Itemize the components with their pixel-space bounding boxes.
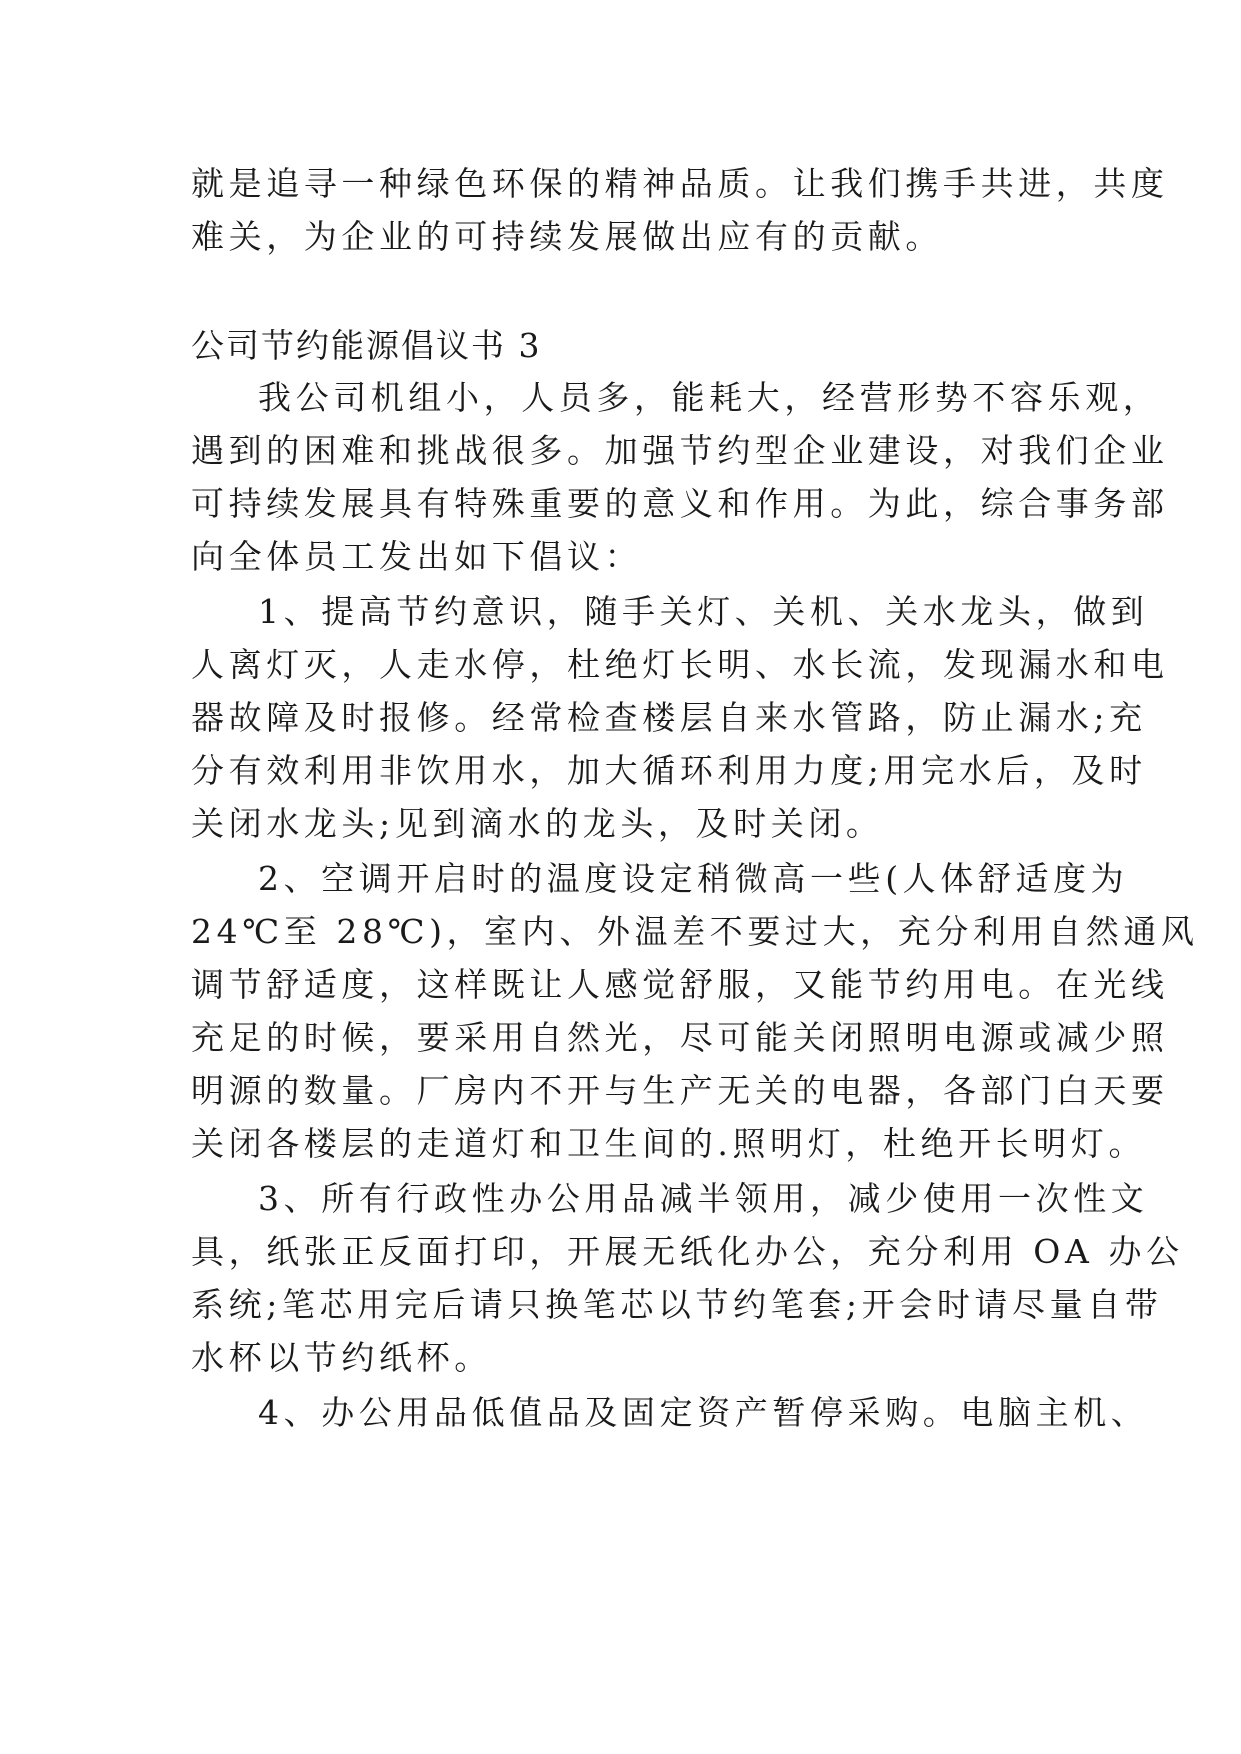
paragraph-2-line-4: 分有效利用非饮用水，加大循环利用力度;用完水后，及时: [191, 751, 1147, 790]
paragraph-3-line-2: 24℃至 28℃)，室内、外温差不要过大，充分利用自然通风: [191, 912, 1199, 951]
paragraph-3-line-5: 明源的数量。厂房内不开与生产无关的电器，各部门白天要: [191, 1071, 1169, 1110]
paragraph-3-line-1: 2、空调开启时的温度设定稍微高一些(人体舒适度为: [258, 859, 1129, 898]
paragraph-3-line-6: 关闭各楼层的走道灯和卫生间的.照明灯，杜绝开长明灯。: [191, 1124, 1147, 1163]
paragraph-4-line-3: 系统;笔芯用完后请只换笔芯以节约笔套;开会时请尽量自带: [191, 1285, 1163, 1324]
paragraph-1-line-4: 向全体员工发出如下倡议：: [191, 537, 643, 576]
paragraph-1-line-2: 遇到的困难和挑战很多。加强节约型企业建设，对我们企业: [191, 431, 1169, 470]
paragraph-4-line-1: 3、所有行政性办公用品减半领用，减少使用一次性文: [258, 1179, 1149, 1218]
paragraph-2-line-3: 器故障及时报修。经常检查楼层自来水管路，防止漏水;充: [191, 698, 1147, 737]
paragraph-5-line-1: 4、办公用品低值品及固定资产暂停采购。电脑主机、: [258, 1393, 1149, 1432]
paragraph-2-line-1: 1、提高节约意识，随手关灯、关机、关水龙头，做到: [258, 592, 1149, 631]
paragraph-3-line-4: 充足的时候，要采用自然光，尽可能关闭照明电源或减少照: [191, 1018, 1169, 1057]
paragraph-2-line-2: 人离灯灭，人走水停，杜绝灯长明、水长流，发现漏水和电: [191, 645, 1169, 684]
continuation-line-2: 难关，为企业的可持续发展做出应有的贡献。: [191, 217, 943, 256]
paragraph-4-line-4: 水杯以节约纸杯。: [191, 1338, 492, 1377]
paragraph-3-line-3: 调节舒适度，这样既让人感觉舒服，又能节约用电。在光线: [191, 965, 1169, 1004]
section-title: 公司节约能源倡议书 3: [191, 326, 542, 365]
paragraph-1-line-1: 我公司机组小，人员多，能耗大，经营形势不容乐观，: [258, 378, 1161, 417]
paragraph-1-line-3: 可持续发展具有特殊重要的意义和作用。为此，综合事务部: [191, 484, 1169, 523]
paragraph-2-line-5: 关闭水龙头;见到滴水的龙头，及时关闭。: [191, 804, 884, 843]
paragraph-4-line-2: 具，纸张正反面打印，开展无纸化办公，充分利用 OA 办公: [191, 1232, 1184, 1271]
continuation-line-1: 就是追寻一种绿色环保的精神品质。让我们携手共进，共度: [191, 164, 1169, 203]
